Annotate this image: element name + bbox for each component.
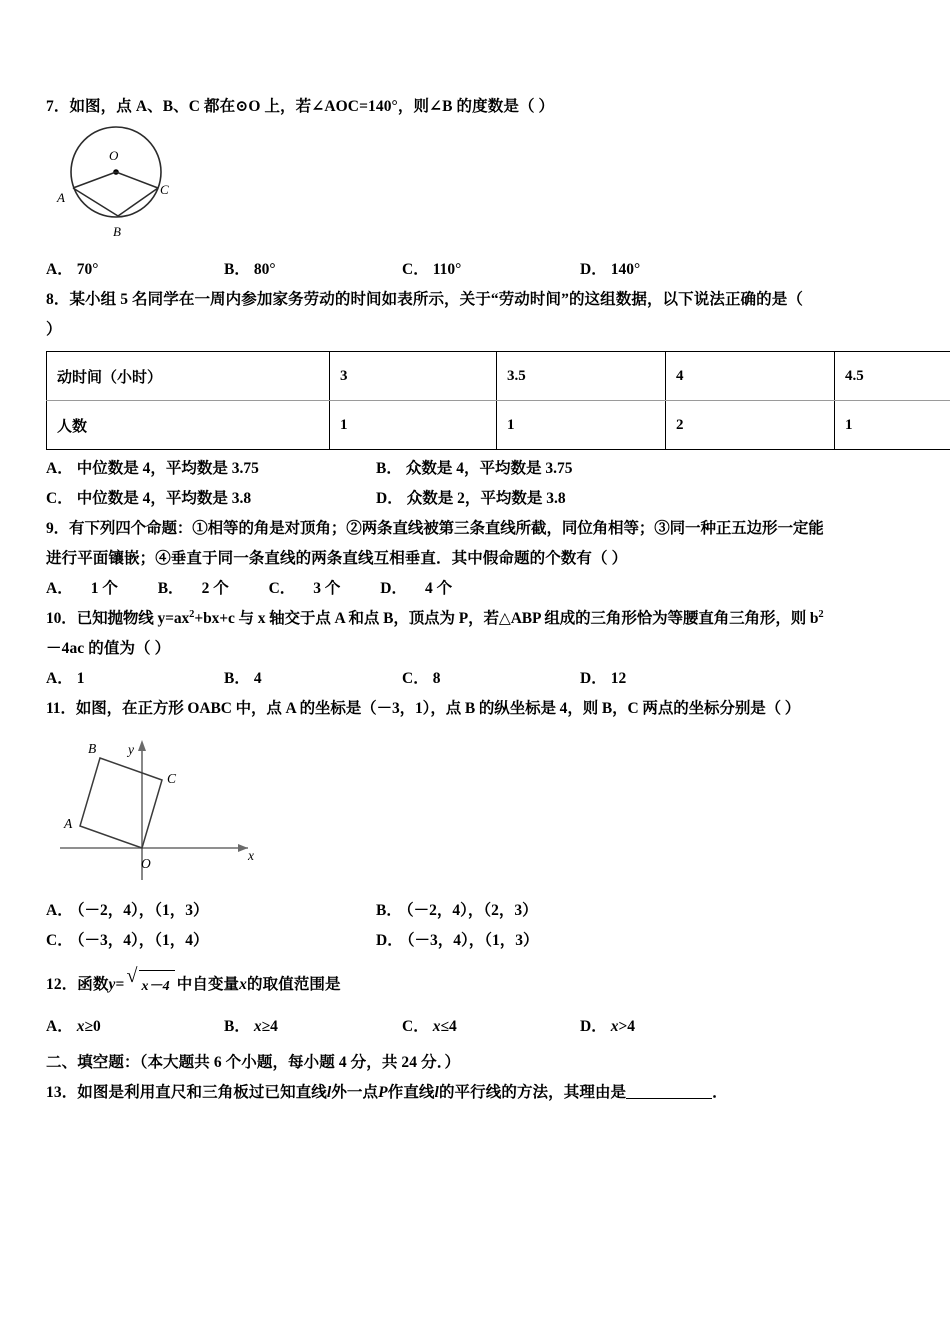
y-axis-arrowhead: [138, 740, 146, 751]
q13-text-b: 外一点: [331, 1084, 379, 1101]
row-header-time: 动时间（小时）: [47, 352, 330, 401]
option-a-text: 1 个: [90, 580, 118, 597]
option-b-text: 2 个: [201, 580, 229, 597]
option-c-label: C．: [46, 932, 73, 949]
question-8-stem: 8．某小组 5 名同学在一周内参加家务劳动的时间如表所示，关于“劳动时间”的这组数据，以下说法正确的是（: [46, 291, 803, 308]
option-a-label: A．: [46, 580, 73, 597]
option-c[interactable]: [46, 926, 376, 956]
option-c-text: 8: [432, 670, 441, 687]
option-d-text: 众数是 2，平均数是 3.8: [406, 490, 566, 507]
option-b-text: 众数是 4，平均数是 3.75: [405, 460, 573, 477]
q12-text-a: 12．函数: [46, 976, 109, 993]
option-d[interactable]: [376, 484, 706, 514]
option-a-text: 中位数是 4，平均数是 3.75: [76, 460, 259, 477]
option-d[interactable]: [580, 664, 758, 694]
question-9-stem-line2: 进行平面镶嵌；④垂直于同一条直线的两条直线互相垂直．其中假命题的个数有（ ）: [46, 550, 628, 567]
q10-sup-2: 2: [818, 608, 824, 620]
x-axis-arrowhead: [238, 844, 248, 852]
option-b-text: 80°: [253, 261, 276, 278]
q10-sup-1: 2: [189, 608, 195, 620]
question-10-options: [46, 664, 908, 694]
option-b-text: 4: [253, 670, 262, 687]
label-A: A: [64, 816, 73, 831]
option-c[interactable]: [402, 255, 580, 285]
option-b-var: x: [253, 1018, 262, 1035]
option-a-text: （－2，4），（1，3）: [76, 902, 209, 919]
option-d-label: D．: [580, 670, 607, 687]
q12-text-c: 的取值范围是: [247, 976, 341, 993]
option-d-text: 140°: [610, 261, 641, 278]
radical-sign-icon: √: [126, 965, 138, 987]
cell-count-4: 1: [835, 401, 950, 450]
option-d[interactable]: [580, 1012, 758, 1042]
option-b-label: B．: [376, 902, 402, 919]
label-y-axis: y: [128, 742, 134, 757]
question-10-stem-line1: [46, 604, 908, 634]
option-d-label: D．: [580, 1018, 607, 1035]
option-b-label: B．: [224, 1018, 250, 1035]
option-d[interactable]: [376, 926, 706, 956]
option-c[interactable]: [46, 484, 376, 514]
section-2-heading: 二、填空题：（本大题共 6 个小题，每小题 4 分，共 24 分．）: [46, 1054, 461, 1071]
option-d-text: （－3，4），（1，3）: [406, 932, 539, 949]
option-c-text: （－3，4），（1，4）: [76, 932, 209, 949]
option-c-label: C．: [402, 1018, 429, 1035]
q13-var-l1: l: [326, 1084, 332, 1101]
question-7-options: [46, 255, 908, 285]
option-d-label: D．: [376, 932, 403, 949]
labor-time-table: [46, 351, 950, 450]
question-8-options-row1: [46, 454, 908, 484]
option-b[interactable]: [224, 1012, 402, 1042]
question-11-stem: 11．如图，在正方形 OABC 中，点 A 的坐标是（－3，1），点 B 的纵坐标是 4，则 B，C 两点的坐标分别是（ ）: [46, 700, 801, 717]
label-x-axis: x: [248, 848, 254, 863]
option-c-var: x: [432, 1018, 441, 1035]
page-content: [46, 92, 908, 1108]
circle-inscribed-angle-diagram: [56, 126, 226, 244]
q10-text-b: +bx+c 与 x 轴交于点 A 和点 B，顶点为 P，若△ABP 组成的三角形恰为等腰直角三角形，则 b: [194, 610, 819, 627]
q13-text-a: 13．如图是利用直尺和三角板过已知直线: [46, 1084, 327, 1101]
table-row: [47, 401, 950, 450]
option-d-text: 12: [610, 670, 627, 687]
q12-equals: =: [115, 976, 125, 993]
option-d-var: x: [610, 1018, 619, 1035]
option-a[interactable]: [46, 664, 224, 694]
question-13-stem: [46, 1078, 908, 1108]
option-a-text: 1: [76, 670, 85, 687]
cell-time-1: 3: [330, 352, 497, 401]
option-a-text: ≥0: [84, 1018, 101, 1035]
square-OABC-shape: [80, 758, 162, 848]
option-a[interactable]: [46, 255, 224, 285]
option-a-label: A．: [46, 1018, 73, 1035]
square-on-axes-diagram: [52, 730, 267, 885]
option-a-text: 70°: [76, 261, 99, 278]
option-c-text: 110°: [432, 261, 462, 278]
label-C: C: [167, 771, 177, 786]
option-a[interactable]: [46, 454, 376, 484]
label-O: O: [109, 148, 119, 163]
option-b-label: B．: [376, 460, 402, 477]
option-b[interactable]: [158, 580, 247, 597]
option-a-label: A．: [46, 902, 73, 919]
q13-var-l2: l: [434, 1084, 439, 1101]
option-c-label: C．: [402, 670, 429, 687]
option-c[interactable]: [269, 580, 359, 597]
question-7-stem: 7．如图，点 A、B、C 都在⊙O 上，若∠AOC=140°，则∠B 的度数是（ ）: [46, 98, 555, 115]
option-b-text: （－2，4），（2，3）: [405, 902, 538, 919]
label-B: B: [113, 224, 121, 239]
option-d-label: D．: [580, 261, 607, 278]
option-c[interactable]: [402, 664, 580, 694]
question-9-stem-line1: 9．有下列四个命题：①相等的角是对顶角；②两条直线被第三条直线所截，同位角相等；③同一种正五边形一定能: [46, 520, 824, 537]
segment-OC: [116, 172, 158, 188]
label-A: A: [57, 190, 65, 205]
row-header-count: 人数: [47, 401, 330, 450]
question-11-options-row2: [46, 926, 908, 956]
option-b-label: B．: [224, 670, 250, 687]
option-a[interactable]: [46, 896, 376, 926]
q12-var-x: x: [239, 976, 248, 993]
option-a-label: A．: [46, 460, 73, 477]
table-row: [47, 352, 950, 401]
option-c-text: 中位数是 4，平均数是 3.8: [76, 490, 252, 507]
option-b-label: B．: [224, 261, 250, 278]
question-11-options-row1: [46, 896, 908, 926]
option-d-text: >4: [618, 1018, 636, 1035]
sqrt-expression: [126, 965, 174, 1002]
option-a[interactable]: [46, 1012, 224, 1042]
cell-count-1: 1: [330, 401, 497, 450]
option-c-label: C．: [268, 580, 296, 597]
question-9-options: [46, 574, 908, 604]
option-a-var: x: [76, 1018, 85, 1035]
question-8-options-row2: [46, 484, 908, 514]
question-11-figure: [52, 730, 908, 890]
option-a-label: A．: [46, 261, 73, 278]
question-8-stem-cont: ）: [46, 321, 62, 338]
option-d[interactable]: [380, 580, 470, 597]
cell-count-3: 2: [666, 401, 835, 450]
option-c-text: 3 个: [313, 580, 341, 597]
q12-text-b: 中自变量: [176, 976, 240, 993]
option-b-text: ≥4: [261, 1018, 278, 1035]
question-10-stem-line2: －4ac 的值为（ ）: [46, 640, 171, 657]
question-7-figure: [56, 126, 908, 249]
label-B: B: [88, 741, 97, 756]
label-O: O: [141, 856, 151, 871]
q13-text-c: 作直线: [387, 1084, 435, 1101]
option-d[interactable]: [580, 255, 758, 285]
option-d-label: D．: [376, 490, 403, 507]
cell-time-3: 4: [666, 352, 835, 401]
option-a[interactable]: [46, 580, 136, 597]
option-b-label: B．: [157, 580, 184, 597]
q12-var-y: y: [108, 976, 116, 993]
q13-var-p: P: [378, 1084, 388, 1101]
option-b[interactable]: [376, 454, 706, 484]
question-12-options: [46, 1012, 908, 1042]
option-c-label: C．: [46, 490, 73, 507]
label-C: C: [160, 182, 169, 197]
option-b[interactable]: [376, 896, 706, 926]
radicand-text: x－4: [139, 970, 174, 1002]
option-c-text: ≤4: [440, 1018, 457, 1035]
option-d-label: D．: [380, 580, 407, 597]
segment-OA: [73, 172, 116, 188]
cell-time-4: 4.5: [835, 352, 950, 401]
question-12-stem: [46, 965, 908, 1002]
option-b[interactable]: [224, 255, 402, 285]
cell-time-2: 3.5: [497, 352, 666, 401]
option-d-text: 4 个: [425, 580, 453, 597]
option-b[interactable]: [224, 664, 402, 694]
option-a-label: A．: [46, 670, 73, 687]
option-c[interactable]: [402, 1012, 580, 1042]
cell-count-2: 1: [497, 401, 666, 450]
answer-blank[interactable]: [626, 1084, 712, 1099]
option-c-label: C．: [402, 261, 429, 278]
q13-text-d: 的平行线的方法，其理由是: [438, 1084, 627, 1101]
q10-text-a: 10．已知抛物线 y=ax: [46, 610, 190, 627]
q13-text-e: ．: [712, 1084, 728, 1101]
